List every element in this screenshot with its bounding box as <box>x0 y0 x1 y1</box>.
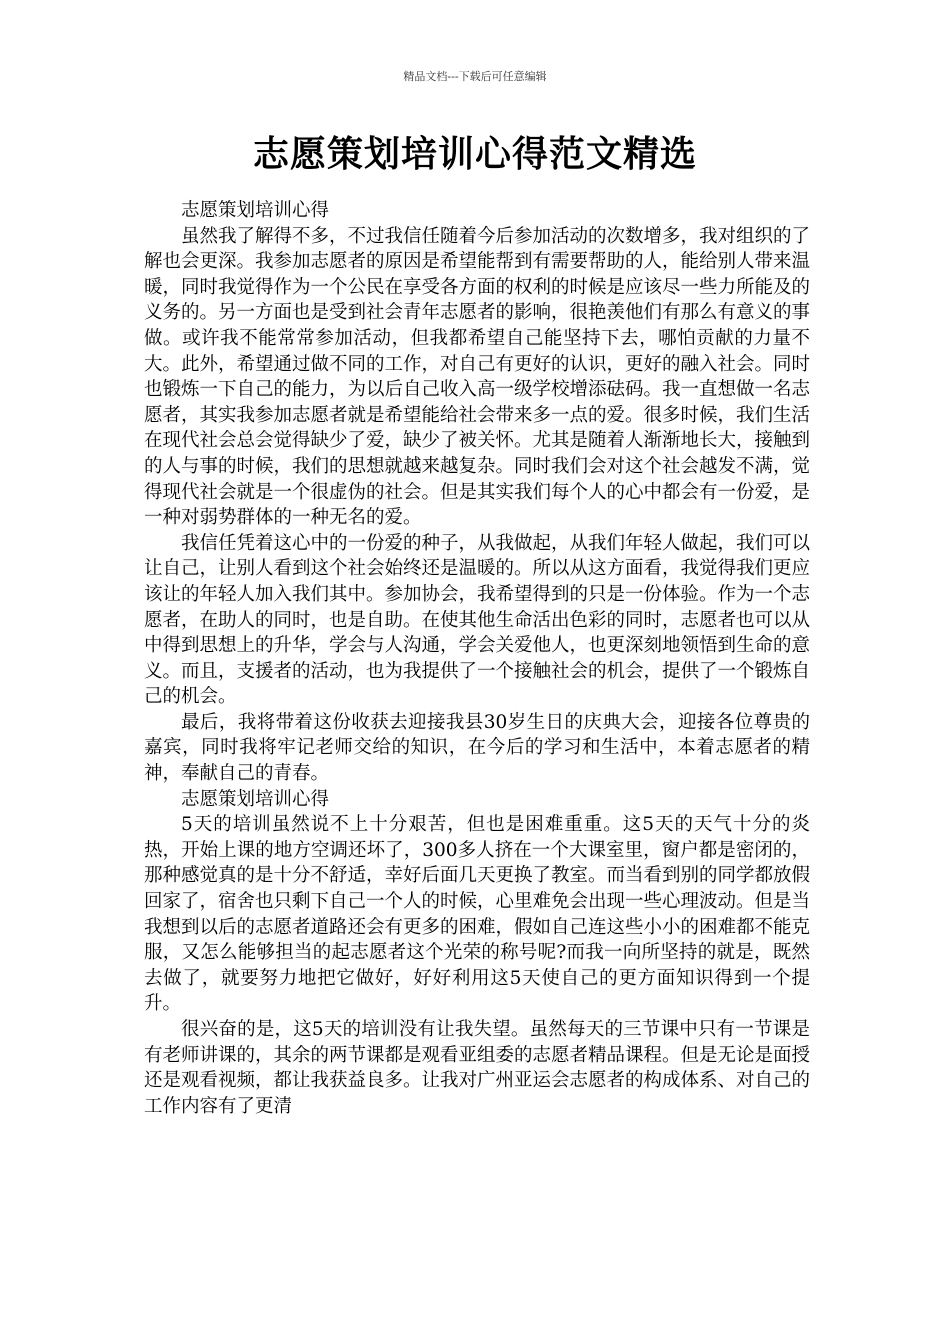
body-paragraph: 5天的培训虽然说不上十分艰苦，但也是困难重重。这5天的天气十分的炎热，开始上课的地方空调还坏了，300多人挤在一个大课室里，窗户都是密闭的，那种感觉真的是十分不舒适，幸好后面几天更换了教室。而当看到别的同学都放假回家了，宿舍也只剩下自己一个人的时候，心里难免会出现一些心理波动。但是当我想到以后的志愿者道路还会有更多的困难，假如自己连这些小小的困难都不能克服，又怎么能够担当的起志愿者这个光荣的称号呢?而我一向所坚持的就是，既然去做了，就要努力地把它做好，好好利用这5天使自己的更方面知识得到一个提升。 <box>144 814 811 1015</box>
body-paragraph: 虽然我了解得不多，不过我信任随着今后参加活动的次数增多，我对组织的了解也会更深。我参加志愿者的原因是希望能帮到有需要帮助的人，能给别人带来温暖，同时我觉得作为一个公民在享受各方面的权利的时候是应该尽一些力所能及的义务的。另一方面也是受到社会青年志愿者的影响，很艳羡他们有那么有意义的事做。或许我不能常常参加活动，但我都希望自己能坚持下去，哪怕贡献的力量不大。此外，希望通过做不同的工作，对自己有更好的认识，更好的融入社会。同时也锻炼一下自己的能力，为以后自己收入高一级学校增添砝码。我一直想做一名志愿者，其实我参加志愿者就是希望能给社会带来多一点的爱。很多时候，我们生活在现代社会总会觉得缺少了爱，缺少了被关怀。尤其是随着人渐渐地长大，接触到的人与事的时候，我们的思想就越来越复杂。同时我们会对这个社会越发不满，觉得现代社会就是一个很虚伪的社会。但是其实我们每个人的心中都会有一份爱，是一种对弱势群体的一种无名的爱。 <box>144 225 811 529</box>
body-paragraph: 最后，我将带着这份收获去迎接我县30岁生日的庆典大会，迎接各位尊贵的嘉宾，同时我将牢记老师交给的知识，在今后的学习和生活中，本着志愿者的精神，奉献自己的青春。 <box>144 711 810 785</box>
document-body <box>144 198 810 1119</box>
document-title: 志愿策划培训心得范文精选 <box>252 134 697 175</box>
header-note: 精品文档---下载后可任意编辑 <box>403 70 547 83</box>
section-heading: 志愿策划培训心得 <box>181 200 330 221</box>
body-paragraph: 我信任凭着这心中的一份爱的种子，从我做起，从我们年轻人做起，我们可以让自己，让别人看到这个社会始终还是温暖的。所以从这方面看，我觉得我们更应该让的年轻人加入我们其中。参加协会，我希望得到的只是一份体验。作为一个志愿者，在助人的同时，也是自助。在使其他生命活出色彩的同时，志愿者也可以从中得到思想上的升华，学会与人沟通，学会关爱他人，也更深刻地领悟到生命的意义。而且，支援者的活动，也为我提供了一个接触社会的机会，提供了一个锻炼自己的机会。 <box>144 532 811 708</box>
section-heading: 志愿策划培训心得 <box>181 788 330 810</box>
body-paragraph: 很兴奋的是，这5天的培训没有让我失望。虽然每天的三节课中只有一节课是有老师讲课的，其余的两节课都是观看亚组委的志愿者精品课程。但是无论是面授还是观看视频，都让我获益良多。让我对广州亚运会志愿者的构成体系、对自己的工作内容有了更清 <box>144 1019 811 1117</box>
